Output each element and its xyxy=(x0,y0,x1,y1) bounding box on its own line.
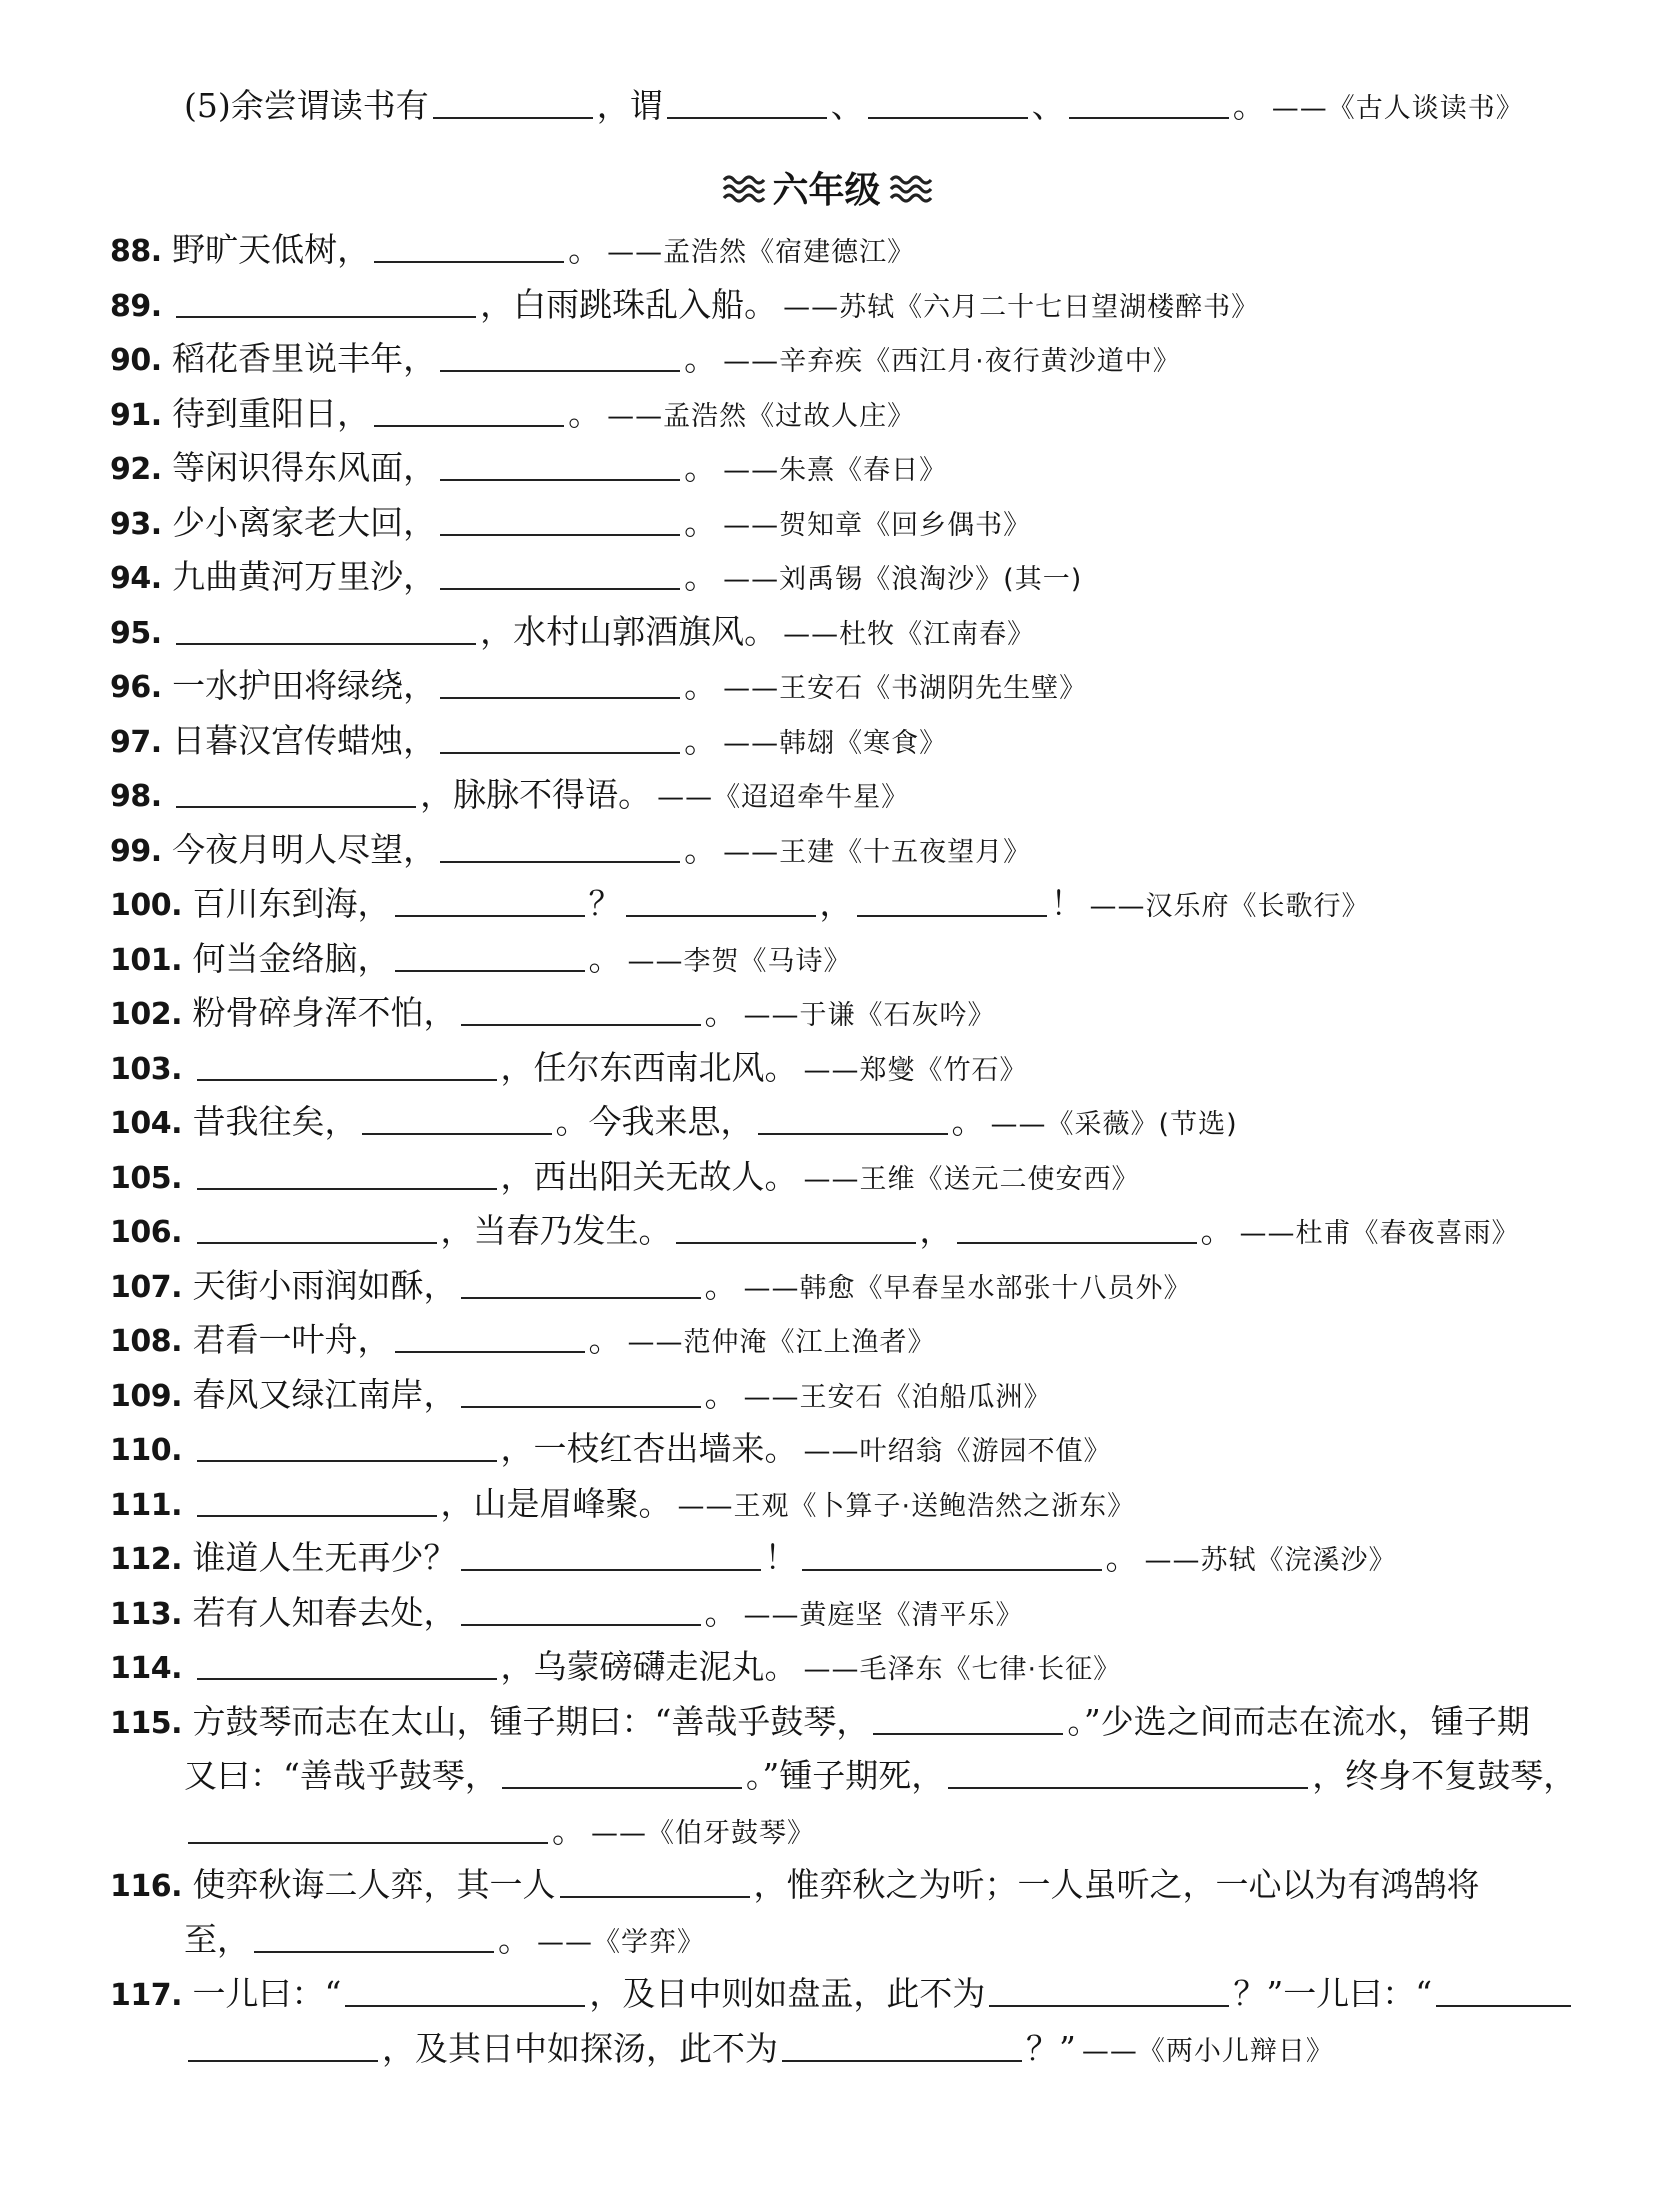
question-text: 百川东到海， xyxy=(192,884,391,923)
source-citation: ——韩翃《寒食》 xyxy=(723,728,948,759)
question-number: 93. xyxy=(110,507,162,542)
answer-blank[interactable] xyxy=(176,615,476,645)
answer-blank[interactable] xyxy=(188,1814,548,1844)
question-text: ，一枝红杏出墙来。 xyxy=(500,1429,798,1468)
punct: 。 xyxy=(684,448,718,487)
punct: 。 xyxy=(704,993,738,1032)
punct: 。 xyxy=(684,721,718,760)
answer-blank[interactable] xyxy=(197,1432,497,1462)
question-91 xyxy=(110,392,1580,436)
question-109 xyxy=(110,1373,1580,1417)
question-text: 使弈秋诲二人弈，其一人 xyxy=(192,1865,556,1904)
punct: 。 xyxy=(568,230,602,269)
answer-blank[interactable] xyxy=(395,887,585,917)
question-text: 谁道人生无再少？ xyxy=(192,1538,457,1577)
question-text: ，终身不复鼓琴， xyxy=(1312,1756,1577,1795)
question-number: 101. xyxy=(110,943,183,978)
answer-blank[interactable] xyxy=(176,778,416,808)
question-text: ，及其日中如探汤，此不为 xyxy=(382,2029,778,2068)
answer-blank[interactable] xyxy=(948,1759,1308,1789)
question-text: ，脉脉不得语。 xyxy=(420,775,652,814)
question-text: ，当春乃发生。 xyxy=(440,1211,672,1250)
question-114 xyxy=(110,1645,1580,1689)
wave-icon xyxy=(887,171,933,205)
answer-blank[interactable] xyxy=(626,887,816,917)
question-112 xyxy=(110,1536,1580,1580)
question-number: 88. xyxy=(110,234,162,269)
answer-blank[interactable] xyxy=(502,1759,742,1789)
question-text: ，山是眉峰聚。 xyxy=(440,1484,672,1523)
answer-blank[interactable] xyxy=(374,397,564,427)
source-citation: ——孟浩然《过故人庄》 xyxy=(607,401,916,432)
question-90 xyxy=(110,337,1580,381)
answer-blank[interactable] xyxy=(857,887,1047,917)
question-95 xyxy=(110,610,1580,654)
question-94 xyxy=(110,555,1580,599)
question-number: 113. xyxy=(110,1597,183,1632)
question-number: 91. xyxy=(110,398,162,433)
question-98 xyxy=(110,773,1580,817)
source-citation: ——王安石《泊船瓜洲》 xyxy=(743,1382,1052,1413)
question-number: 97. xyxy=(110,725,162,760)
source-citation: ——《两小儿辩日》 xyxy=(1081,2036,1334,2067)
question-113 xyxy=(110,1591,1580,1635)
source-citation: ——孟浩然《宿建德江》 xyxy=(607,237,916,268)
answer-blank[interactable] xyxy=(345,1977,585,2007)
question-text: 君看一叶舟， xyxy=(192,1320,391,1359)
source-citation: ——范仲淹《江上渔者》 xyxy=(627,1327,936,1358)
question-111 xyxy=(110,1482,1580,1526)
question-label: (5) xyxy=(184,86,231,125)
punct: 。 xyxy=(684,830,718,869)
punct: 。 xyxy=(684,503,718,542)
punct: 。 xyxy=(951,1102,985,1141)
question-number: 115. xyxy=(110,1706,183,1741)
answer-blank[interactable] xyxy=(395,1323,585,1353)
question-117 xyxy=(110,1972,1580,2016)
punct: ？ xyxy=(588,884,622,923)
answer-blank[interactable] xyxy=(758,1105,948,1135)
question-text: ，水村山郭酒旗风。 xyxy=(480,612,778,651)
section-heading xyxy=(0,162,1653,222)
answer-blank[interactable] xyxy=(197,1650,497,1680)
question-text: ，白雨跳珠乱入船。 xyxy=(480,285,778,324)
answer-blank[interactable] xyxy=(440,724,680,754)
question-115-cont xyxy=(110,1754,1653,1798)
question-106 xyxy=(110,1209,1580,1253)
question-116 xyxy=(110,1863,1580,1907)
answer-blank[interactable] xyxy=(188,2032,378,2062)
answer-blank[interactable] xyxy=(395,942,585,972)
question-number: 116. xyxy=(110,1869,183,1904)
answer-blank[interactable] xyxy=(440,342,680,372)
question-text: ？”一儿曰：“ xyxy=(1233,1974,1433,2013)
source-citation: ——李贺《马诗》 xyxy=(627,946,852,977)
question-text: 若有人知春去处， xyxy=(192,1593,457,1632)
question-text: 。今我来思， xyxy=(555,1102,754,1141)
question-105 xyxy=(110,1155,1580,1199)
question-text: 方鼓琴而志在太山，锺子期曰：“善哉乎鼓琴， xyxy=(192,1702,870,1741)
punct: 。 xyxy=(588,1320,622,1359)
question-text: 九曲黄河万里沙， xyxy=(172,557,437,596)
question-text: ，谓 xyxy=(596,86,663,125)
punct: ！ xyxy=(1050,884,1084,923)
question-110 xyxy=(110,1427,1580,1471)
answer-blank[interactable] xyxy=(782,2032,1022,2062)
punct: 。 xyxy=(704,1593,738,1632)
answer-blank[interactable] xyxy=(440,451,680,481)
answer-blank[interactable] xyxy=(461,996,701,1026)
answer-blank[interactable] xyxy=(676,1214,916,1244)
punct: 。 xyxy=(588,939,622,978)
answer-blank[interactable] xyxy=(197,1487,437,1517)
answer-blank[interactable] xyxy=(440,506,680,536)
question-text: 待到重阳日， xyxy=(172,394,371,433)
source-citation: ——《伯牙鼓琴》 xyxy=(591,1818,815,1849)
punct: 。 xyxy=(568,394,602,433)
answer-blank[interactable] xyxy=(254,1923,494,1953)
answer-blank[interactable] xyxy=(873,1705,1063,1735)
wave-icon xyxy=(720,171,766,205)
question-92 xyxy=(110,446,1580,490)
answer-blank[interactable] xyxy=(868,89,1028,119)
question-text: ，惟弈秋之为听；一人虽听之，一心以为有鸿鹄将 xyxy=(753,1865,1480,1904)
question-97 xyxy=(110,719,1580,763)
question-108 xyxy=(110,1318,1580,1362)
question-number: 104. xyxy=(110,1106,183,1141)
question-number: 94. xyxy=(110,561,162,596)
answer-blank[interactable] xyxy=(176,288,476,318)
question-number: 112. xyxy=(110,1542,183,1577)
answer-blank[interactable] xyxy=(374,233,564,263)
answer-blank[interactable] xyxy=(989,1977,1229,2007)
question-text: 何当金络脑， xyxy=(192,939,391,978)
question-text: ，及日中则如盘盂，此不为 xyxy=(589,1974,986,2013)
question-89 xyxy=(110,283,1580,327)
question-number: 105. xyxy=(110,1161,183,1196)
answer-blank[interactable] xyxy=(197,1214,437,1244)
section-title: 六年级 xyxy=(772,170,881,211)
source-citation: ——《迢迢牵牛星》 xyxy=(657,782,910,813)
question-107 xyxy=(110,1264,1580,1308)
question-115-end xyxy=(110,1809,1653,1853)
punct: 。 xyxy=(498,1920,531,1959)
answer-blank[interactable] xyxy=(461,1541,761,1571)
answer-blank[interactable] xyxy=(957,1214,1197,1244)
question-100 xyxy=(110,882,1580,926)
answer-blank[interactable] xyxy=(560,1868,750,1898)
source-citation: ——刘禹锡《浪淘沙》(其一) xyxy=(723,564,1083,595)
source-citation: ——苏轼《浣溪沙》 xyxy=(1144,1545,1397,1576)
question-number: 89. xyxy=(110,289,162,324)
question-text: 少小离家老大回， xyxy=(172,503,437,542)
answer-blank[interactable] xyxy=(433,89,593,119)
question-text: 春风又绿江南岸， xyxy=(192,1375,457,1414)
question-text: 今夜月明人尽望， xyxy=(172,830,437,869)
question-text: 粉骨碎身浑不怕， xyxy=(192,993,457,1032)
question-number: 90. xyxy=(110,343,162,378)
punct: 。 xyxy=(704,1266,738,1305)
answer-blank[interactable] xyxy=(440,669,680,699)
question-99 xyxy=(110,828,1580,872)
answer-blank[interactable] xyxy=(667,89,827,119)
question-text: ，西出阳关无故人。 xyxy=(500,1157,798,1196)
source-citation: ——黄庭坚《清平乐》 xyxy=(743,1600,1024,1631)
question-117-cont xyxy=(110,2027,1653,2071)
punct: ， xyxy=(919,1211,953,1250)
answer-blank[interactable] xyxy=(461,1596,701,1626)
question-number: 106. xyxy=(110,1215,183,1250)
question-number: 95. xyxy=(110,616,162,651)
punct: 。 xyxy=(684,339,718,378)
punct: 。 xyxy=(684,557,718,596)
question-number: 107. xyxy=(110,1270,183,1305)
source-citation: ——《学弈》 xyxy=(537,1927,705,1958)
answer-blank[interactable] xyxy=(1436,1977,1571,2007)
answer-blank[interactable] xyxy=(440,833,680,863)
answer-blank[interactable] xyxy=(440,560,680,590)
question-116-cont xyxy=(110,1918,1653,1962)
answer-blank[interactable] xyxy=(461,1269,701,1299)
question-number: 98. xyxy=(110,779,162,814)
question-text: ，任尔东西南北风。 xyxy=(500,1048,798,1087)
question-text: 日暮汉宫传蜡烛， xyxy=(172,721,437,760)
source-citation: ——于谦《石灰吟》 xyxy=(743,1000,996,1031)
question-text: 至， xyxy=(184,1920,250,1959)
answer-blank[interactable] xyxy=(197,1160,497,1190)
question-text: 一儿曰：“ xyxy=(192,1974,342,2013)
source-citation: ——王观《卜算子·送鲍浩然之浙东》 xyxy=(677,1491,1136,1522)
question-number: 117. xyxy=(110,1978,183,2013)
answer-blank[interactable] xyxy=(197,1051,497,1081)
question-text: 一水护田将绿绕， xyxy=(172,666,437,705)
question-number: 108. xyxy=(110,1324,183,1359)
question-text: 又曰：“善哉乎鼓琴， xyxy=(184,1756,498,1795)
source-citation: ——郑燮《竹石》 xyxy=(803,1055,1028,1086)
question-96 xyxy=(110,664,1580,708)
source-citation: ——毛泽东《七律·长征》 xyxy=(803,1654,1122,1685)
answer-blank[interactable] xyxy=(802,1541,1102,1571)
source-citation: ——贺知章《回乡偶书》 xyxy=(723,510,1032,541)
question-number: 114. xyxy=(110,1651,183,1686)
question-number: 96. xyxy=(110,670,162,705)
source-citation: ——《采薇》(节选) xyxy=(990,1109,1238,1140)
punct: 。 xyxy=(684,666,718,705)
question-text: 余尝谓读书有 xyxy=(230,86,429,125)
punct: 、 xyxy=(830,86,864,125)
source-citation: ——韩愈《早春呈水部张十八员外》 xyxy=(743,1273,1192,1304)
answer-blank[interactable] xyxy=(362,1105,552,1135)
punct: ， xyxy=(819,884,853,923)
question-text: 。”少选之间而志在流水，锺子期 xyxy=(1067,1702,1530,1741)
question-103 xyxy=(110,1046,1580,1090)
source-citation: ——汉乐府《长歌行》 xyxy=(1089,891,1370,922)
question-number: 110. xyxy=(110,1433,183,1468)
question-102 xyxy=(110,991,1580,1035)
source-citation: ——杜牧《江南春》 xyxy=(783,619,1036,650)
punct: 。 xyxy=(1200,1211,1234,1250)
question-93 xyxy=(110,501,1580,545)
source-citation: ——《古人谈读书》 xyxy=(1271,93,1524,124)
punct: 。 xyxy=(704,1375,738,1414)
question-number: 109. xyxy=(110,1379,183,1414)
source-citation: ——王安石《书湖阴先生壁》 xyxy=(723,673,1088,704)
punct: 、 xyxy=(1031,86,1065,125)
answer-blank[interactable] xyxy=(1069,89,1229,119)
question-101 xyxy=(110,937,1580,981)
question-text: 稻花香里说丰年， xyxy=(172,339,437,378)
punct: 。 xyxy=(1232,86,1266,125)
punct: 。 xyxy=(552,1811,585,1850)
question-text: 天街小雨润如酥， xyxy=(192,1266,457,1305)
question-number: 99. xyxy=(110,834,162,869)
punct: 。 xyxy=(1105,1538,1139,1577)
question-number: 111. xyxy=(110,1488,183,1523)
question-text: 野旷天低树， xyxy=(172,230,371,269)
punct: ？” xyxy=(1026,2029,1076,2068)
question-number: 103. xyxy=(110,1052,183,1087)
punct: ！ xyxy=(764,1538,798,1577)
question-text: 等闲识得东风面， xyxy=(172,448,437,487)
question-text: 昔我往矣， xyxy=(192,1102,358,1141)
question-number: 100. xyxy=(110,888,183,923)
question-5 xyxy=(110,84,1653,128)
source-citation: ——苏轼《六月二十七日望湖楼醉书》 xyxy=(783,292,1260,323)
question-text: ，乌蒙磅礴走泥丸。 xyxy=(500,1647,798,1686)
question-number: 92. xyxy=(110,452,162,487)
question-104 xyxy=(110,1100,1580,1144)
source-citation: ——王建《十五夜望月》 xyxy=(723,837,1032,868)
question-88 xyxy=(110,228,1580,272)
source-citation: ——叶绍翁《游园不值》 xyxy=(803,1436,1112,1467)
source-citation: ——辛弃疾《西江月·夜行黄沙道中》 xyxy=(723,346,1181,377)
source-citation: ——王维《送元二使安西》 xyxy=(803,1164,1140,1195)
question-text: 。”锺子期死， xyxy=(745,1756,945,1795)
question-number: 102. xyxy=(110,997,183,1032)
answer-blank[interactable] xyxy=(461,1378,701,1408)
source-citation: ——杜甫《春夜喜雨》 xyxy=(1239,1218,1520,1249)
source-citation: ——朱熹《春日》 xyxy=(723,455,948,486)
question-115 xyxy=(110,1700,1580,1744)
